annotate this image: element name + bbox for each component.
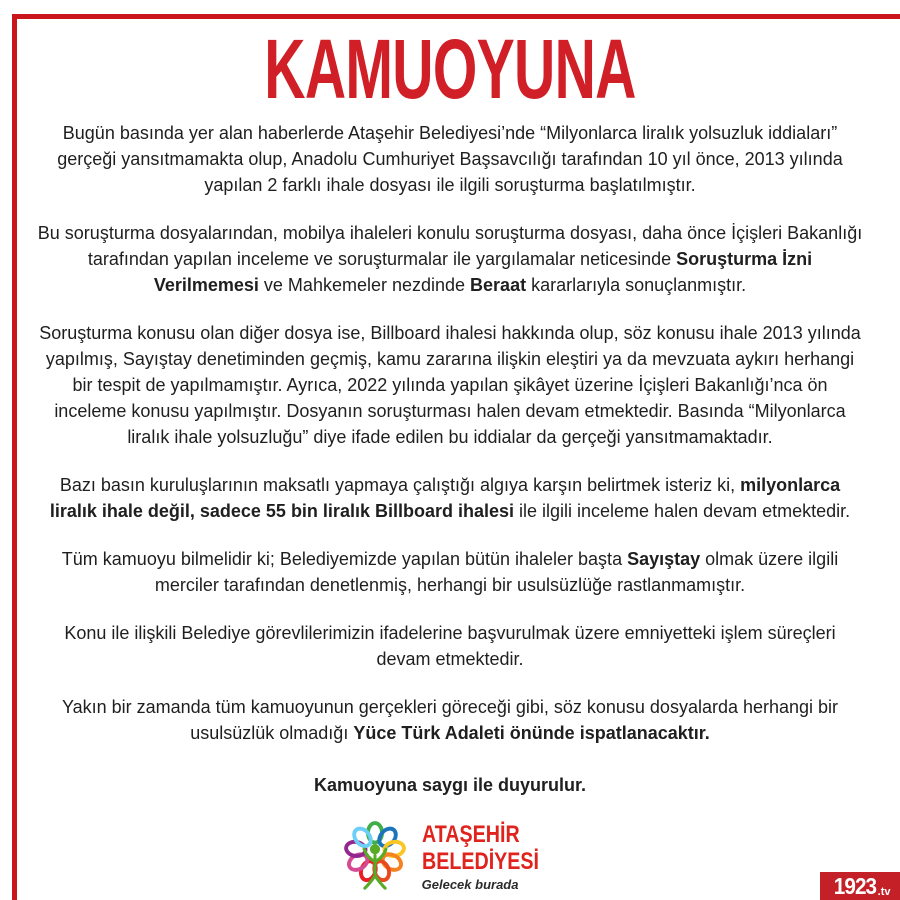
municipality-logo (0, 816, 900, 898)
logo-tagline: Gelecek burada (421, 877, 519, 892)
announcement-paragraph: Bazı basın kuruluşlarının maksatlı yapmaya çalıştığı algıya karşın belirtmek isteriz ki, milyonlarca liralık ihale değil, sadece 55 bin liralık Billboard ihalesi ile ilgili inceleme halen devam etmektedir. (49, 475, 851, 521)
badge-number: 1923 (834, 873, 877, 899)
badge-suffix: .tv (877, 886, 891, 898)
announcement-paragraph: Bugün basında yer alan haberlerde Ataşehir Belediyesi’nde “Milyonlarca liralık yolsuzluk iddiaları” gerçeği yansıtmamakta olup, Anadolu Cumhuriyet Başsavcılığı tarafından 10 yıl önce, 2013 yılında yapılan 2 farklı ihale dosyası ile ilgili soruşturma başlatılmıştır. (57, 123, 843, 195)
announcement-paragraph: Tüm kamuoyu bilmelidir ki; Belediyemizde yapılan bütün ihaleler başta Sayıştay olmak üzere ilgili merciler tarafından denetlenmiş, herhangi bir usulsüzlüğe rastlanmamıştır. (61, 549, 839, 595)
announcement-body (36, 120, 864, 746)
logo-name-line2: BELEDİYESİ (421, 848, 539, 875)
page-title: KAMUOYUNA (264, 22, 636, 116)
tv-channel-badge (820, 872, 900, 900)
logo-name-line1: ATAŞEHİR (421, 821, 520, 848)
closing-line: Kamuoyuna saygı ile duyurulur. (313, 775, 587, 795)
announcement-paragraph: Yakın bir zamanda tüm kamuoyunun gerçekleri göreceği gibi, söz konusu dosyalarda herhangi bir usulsüzlük olmadığı Yüce Türk Adaleti önünde ispatlanacaktır. (61, 697, 839, 743)
flower-tree-icon (336, 816, 414, 898)
announcement-paragraph: Soruşturma konusu olan diğer dosya ise, Billboard ihalesi hakkında olup, söz konusu ihale 2013 yılında yapılmış, Sayıştay denetiminden geçmiş, kamu zararına ilişkin eleştiri ya da mevzuata aykırı herhangi bir tespit de yapılmamıştır. Ayrıca, 2022 yılında yapılan şikâyet üzerine İçişleri Bakanlığı’nca ön inceleme konusu yapılmıştır. Dosyanın soruşturması halen devam etmektedir. Basında “Milyonlarca liralık ihale yolsuzluğu” diye ifade edilen bu iddialar da gerçeği yansıtmamaktadır. (39, 323, 861, 447)
logo-wordmark (422, 823, 565, 891)
announcement-paragraph: Konu ile ilişkili Belediye görevlilerimizin ifadelerine başvurulmak üzere emniyetteki işlem süreçleri devam etmektedir. (64, 623, 836, 669)
announcement-paragraph: Bu soruşturma dosyalarından, mobilya ihaleleri konulu soruşturma dosyası, daha önce İçişleri Bakanlığı tarafından yapılan inceleme ve soruşturmalar ile yargılamalar neticesinde Soruşturma İzni Verilmemesi ve Mahkemeler nezdinde Beraat kararlarıyla sonuçlanmıştır. (37, 223, 863, 295)
